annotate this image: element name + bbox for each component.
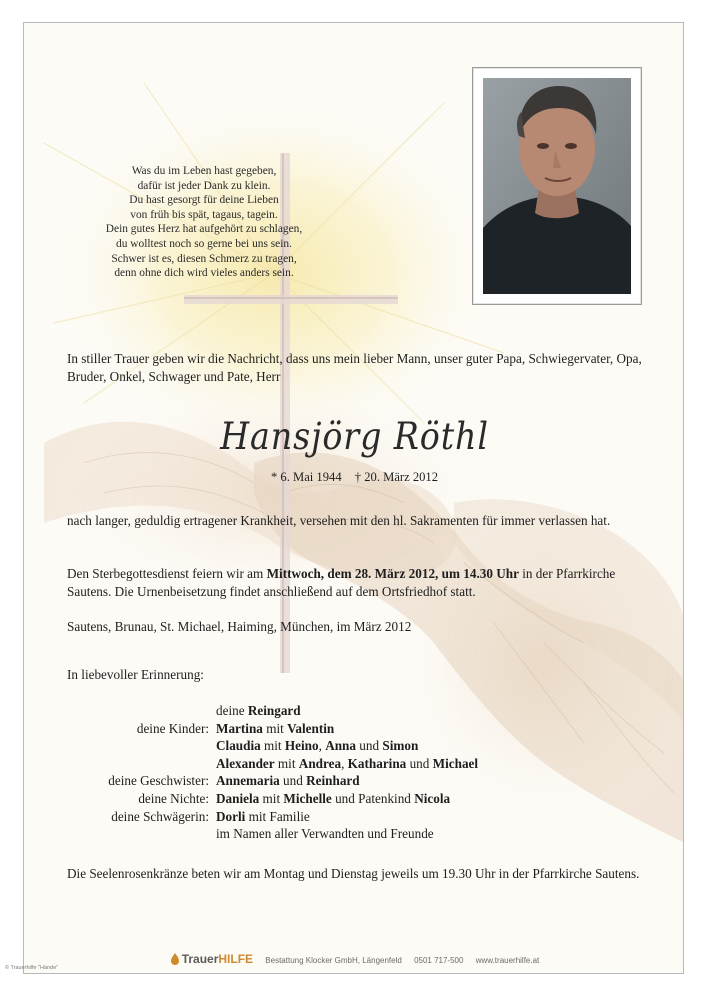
family-name-part: Heino [284,738,319,754]
service-datetime: Mittwoch, dem 28. März 2012, um 14.30 Uhr [266,566,519,581]
candle-icon [170,953,180,965]
family-row [24,808,684,826]
family-name-part: mit [262,720,288,736]
family-row [24,755,684,773]
service-text [67,565,657,601]
family-name-part: und Patenkind [331,790,415,806]
family-names [216,808,310,826]
family-name-part: Nicola [414,790,451,806]
family-names [216,737,418,755]
family-name-part: deine [216,703,248,718]
poem-line: von früh bis spät, tagaus, tagein. [130,208,278,221]
footer-company: Bestattung Klocker GmbH, Längenfeld [265,956,402,965]
family-name-part: und [356,738,383,754]
family-label: deine Nichte: [138,790,209,806]
family-name-part: Andrea [298,755,342,771]
family-label: deine Schwägerin: [111,808,209,824]
family-name-part: Dorli [216,808,246,824]
family-label: deine Geschwister: [108,773,209,789]
service-part-1: Den Sterbegottesdienst feiern wir am [67,566,267,581]
family-name-part: und [406,755,433,771]
poem-line: Was du im Leben hast gegeben, [131,165,277,177]
family-name-part: mit [260,738,285,754]
person-icon [483,78,631,294]
family-name-part: Annemaria [216,773,280,789]
family-name-part: im Namen aller Verwandten und Freunde [216,826,434,842]
family-name-part: Martina [216,720,263,736]
family-name-part: mit Familie [245,808,310,824]
family-name-part: Katharina [347,755,407,771]
family-name-part: Reinhard [306,773,360,789]
family-name-part: Daniela [216,790,260,806]
family-name-part: Reingard [247,703,301,718]
memory-heading: In liebevoller Erinnerung: [67,667,204,682]
birth-date: * 6. Mai 1944 [270,470,342,484]
death-date: † 20. März 2012 [354,470,439,484]
family-names [216,702,301,720]
family-names [216,825,434,843]
poem-line: du wolltest noch so gerne bei uns sein. [116,237,292,250]
footer-logo [182,952,253,966]
family-name-part: Michelle [283,790,332,806]
family-list [24,702,684,843]
family-name-part: Valentin [287,720,335,736]
family-names [216,755,478,773]
poem-line: dafür ist jeder Dank zu klein. [137,179,271,192]
service-part-2: in der Pfarrkirche Sautens. Die Urnenbeisetzung findet anschließend auf dem Ortsfriedhof statt. [67,566,616,599]
family-names [216,772,360,790]
family-row [24,720,684,738]
family-name-part: , [318,738,326,754]
family-label: deine Kinder: [136,720,209,736]
family-name-part: mit [274,755,299,771]
intro-text: In stiller Trauer geben wir die Nachricht, dass uns mein lieber Mann, unser guter Papa, Schwiegervater, Opa, Bruder, Onkel, Schwager und Pate, Herr [67,351,642,384]
family-names [216,720,334,738]
family-name-part: Simon [382,738,419,754]
poem-line: denn ohne dich wird vieles anders sein. [114,267,294,280]
poem-line: Dein gutes Herz hat aufgehört zu schlagen, [105,223,303,236]
family-row [24,790,684,808]
family-row [24,825,684,843]
portrait-frame [472,67,642,305]
obituary-card [23,22,684,974]
logo-part-a: Trauer [181,952,219,966]
footer-web[interactable]: www.trauerhilfe.at [475,956,540,965]
family-row [24,702,684,720]
footer [24,952,684,966]
family-name-part: Anna [325,738,356,754]
family-name-part: Claudia [216,738,261,754]
rosary-notice: Die Seelenrosenkränze beten wir am Montag und Dienstag jeweils um 19.30 Uhr in der Pfarrkirche Sautens. [67,866,640,881]
copyright: © Trauerhilfe "Hände" [5,965,59,971]
family-names [216,790,450,808]
place-date: Sautens, Brunau, St. Michael, Haiming, München, im März 2012 [67,619,412,634]
footer-phone: 0501 717-500 [414,956,464,965]
family-name-part: und [279,773,307,789]
family-name-part: mit [259,790,284,806]
portrait-photo [483,78,631,294]
poem-line: Schwer ist es, diesen Schmerz zu tragen, [111,252,297,265]
life-dates [24,470,684,485]
logo-part-b: HILFE [218,952,254,966]
family-row [24,772,684,790]
passage-text: nach langer, geduldig ertragener Krankheit, versehen mit den hl. Sakramenten für immer verlassen hat. [67,513,611,528]
family-name-part: Michael [432,755,479,771]
family-name-part: , [341,755,348,771]
deceased-name: Hansjörg Röthl [220,415,489,458]
poem-line: Du hast gesorgt für deine Lieben [129,194,279,207]
family-row [24,737,684,755]
poem [64,164,344,281]
family-name-part: Alexander [216,755,275,771]
